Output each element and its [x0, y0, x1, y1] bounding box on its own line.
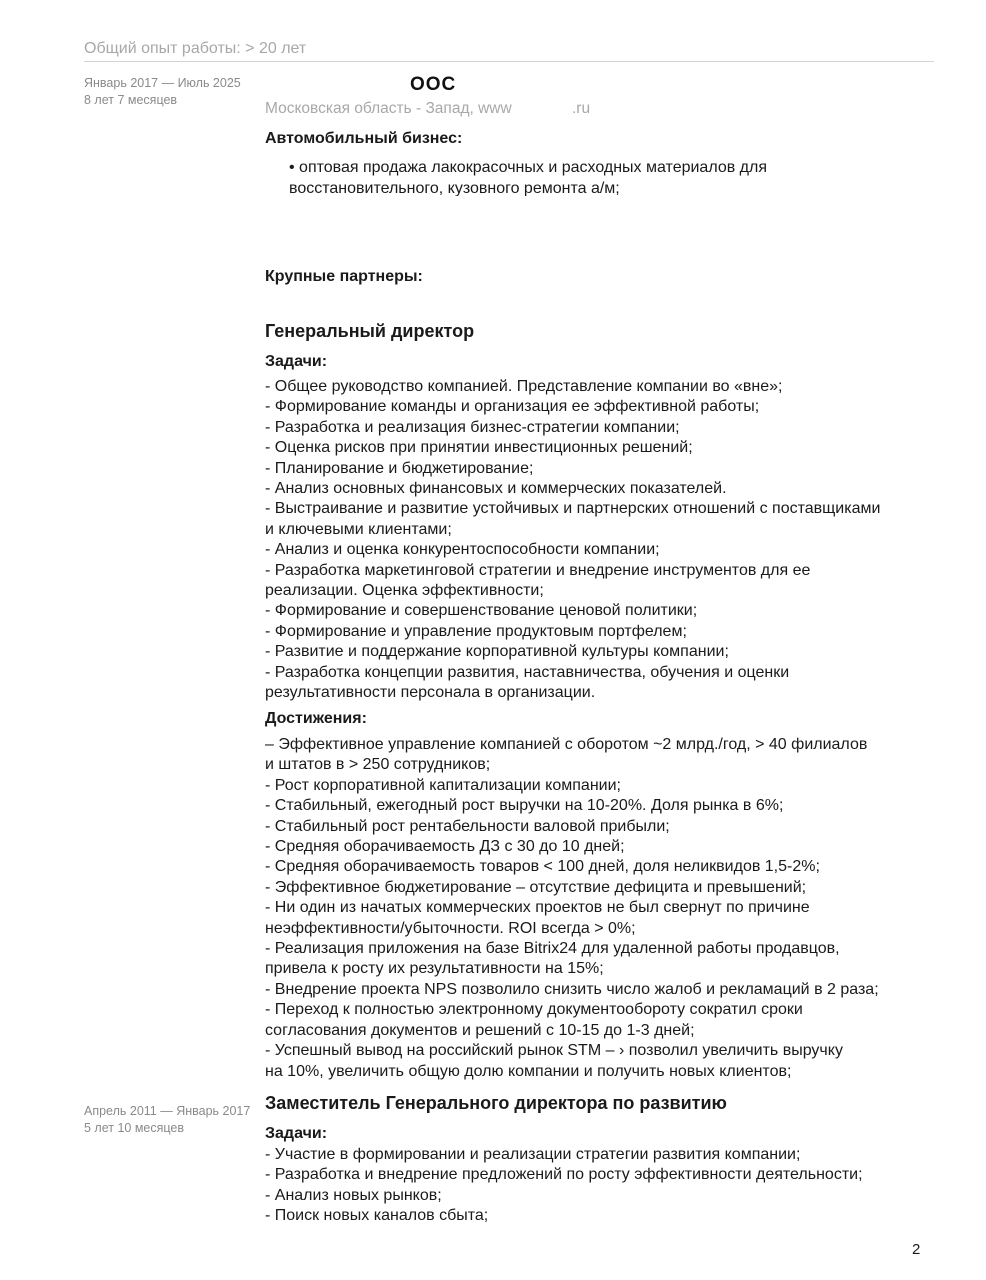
business-line: • оптовая продажа лакокрасочных и расходных материалов для	[289, 159, 768, 176]
task-line: - Анализ и оценка конкурентоспособности компании;	[265, 541, 660, 559]
task-line: - Участие в формировании и реализации стратегии развития компании;	[265, 1146, 801, 1163]
task-line: - Разработка концепции развития, наставничества, обучения и оценки	[265, 663, 790, 681]
achievement-line: - Реализация приложения на базе Bitrix24 для удаленной работы продавцов,	[265, 940, 840, 958]
company-name: ООС	[410, 74, 457, 95]
task-line: и ключевыми клиентами;	[265, 520, 452, 538]
achievement-line: на 10%, увеличить общую долю компании и получить новых клиентов;	[265, 1062, 792, 1080]
job1-achievements-heading: Достижения:	[265, 710, 367, 727]
company-location: Московская область - Запад, www .ru	[265, 100, 591, 117]
achievement-line: – Эффективное управление компанией с оборотом ~2 млрд./год, > 40 филиалов	[265, 736, 868, 753]
job1-period-block	[84, 75, 241, 109]
achievement-line: - Эффективное бюджетирование – отсутствие дефицита и превышений;	[265, 878, 807, 896]
task-line: результативности персонала в организации.	[265, 684, 596, 702]
achievement-line: - Стабильный, ежегодный рост выручки на 10-20%. Доля рынка в 6%;	[265, 797, 784, 815]
job2-tasks-heading: Задачи:	[265, 1125, 328, 1142]
achievement-line: - Внедрение проекта NPS позволило снизить число жалоб и рекламаций в 2 раза;	[265, 980, 879, 998]
business-line: восстановительного, кузовного ремонта а/м;	[289, 179, 620, 196]
achievement-line: - Средняя оборачиваемость ДЗ с 30 до 10 дней;	[265, 838, 625, 856]
job1-tasks-list	[265, 377, 945, 704]
task-line: - Поиск новых каналов сбыта;	[265, 1207, 489, 1225]
achievement-line: неэффективности/убыточности. ROI всегда > 0%;	[265, 919, 636, 937]
job2-period-block	[84, 1103, 250, 1137]
job2-duration: 5 лет 10 месяцев	[84, 1121, 185, 1135]
job2-period: Апрель 2011 — Январь 2017	[84, 1104, 251, 1118]
achievement-line: - Переход к полностью электронному документообороту сократил сроки	[265, 1001, 803, 1019]
task-line: - Оценка рисков при принятии инвестиционных решений;	[265, 439, 693, 457]
achievement-line: и штатов в > 250 сотрудников;	[265, 756, 491, 774]
business-description	[289, 158, 767, 196]
achievement-line: - Стабильный рост рентабельности валовой прибыли;	[265, 817, 670, 835]
job1-tasks-heading: Задачи:	[265, 353, 328, 370]
task-line: - Разработка и внедрение предложений по росту эффективности деятельности;	[265, 1166, 863, 1184]
achievement-line: - Успешный вывод на российский рынок STM – › позволил увеличить выручку	[265, 1042, 843, 1060]
task-line: - Разработка и реализация бизнес-стратегии компании;	[265, 418, 680, 436]
job1-duration: 8 лет 7 месяцев	[84, 93, 178, 107]
job2-position-title: Заместитель Генерального директора по развитию	[265, 1093, 727, 1113]
task-line: - Формирование и совершенствование ценовой политики;	[265, 602, 698, 620]
task-line: реализации. Оценка эффективности;	[265, 582, 544, 600]
task-line: - Формирование команды и организация ее эффективной работы;	[265, 398, 760, 416]
business-heading: Автомобильный бизнес:	[265, 130, 463, 147]
achievement-line: привела к росту их результативности на 15%;	[265, 960, 604, 978]
page-number: 2	[912, 1241, 921, 1258]
task-line: - Анализ основных финансовых и коммерческих показателей.	[265, 480, 727, 498]
total-experience: Общий опыт работы: > 20 лет	[84, 40, 934, 62]
partners-heading: Крупные партнеры:	[265, 268, 423, 285]
achievement-line: - Средняя оборачиваемость товаров < 100 дней, доля неликвидов 1,5-2%;	[265, 858, 820, 876]
task-line: - Выстраивание и развитие устойчивых и партнерских отношений с поставщиками	[265, 500, 881, 518]
task-line: - Анализ новых рынков;	[265, 1186, 442, 1204]
task-line: - Разработка маркетинговой стратегии и внедрение инструментов для ее	[265, 561, 811, 579]
achievement-line: - Рост корпоративной капитализации компании;	[265, 776, 621, 794]
job1-period: Январь 2017 — Июль 2025	[84, 76, 241, 90]
job2-tasks-list	[265, 1145, 945, 1227]
task-line: - Планирование и бюджетирование;	[265, 459, 534, 477]
job1-achievements-list	[265, 735, 945, 1082]
achievement-line: - Ни один из начатых коммерческих проектов не был свернут по причине	[265, 899, 810, 917]
task-line: - Общее руководство компанией. Представление компании во «вне»;	[265, 378, 783, 395]
job1-position-title: Генеральный директор	[265, 321, 475, 341]
task-line: - Развитие и поддержание корпоративной культуры компании;	[265, 643, 729, 661]
achievement-line: согласования документов и решений с 10-15 до 1-3 дней;	[265, 1021, 695, 1039]
task-line: - Формирование и управление продуктовым портфелем;	[265, 622, 687, 640]
